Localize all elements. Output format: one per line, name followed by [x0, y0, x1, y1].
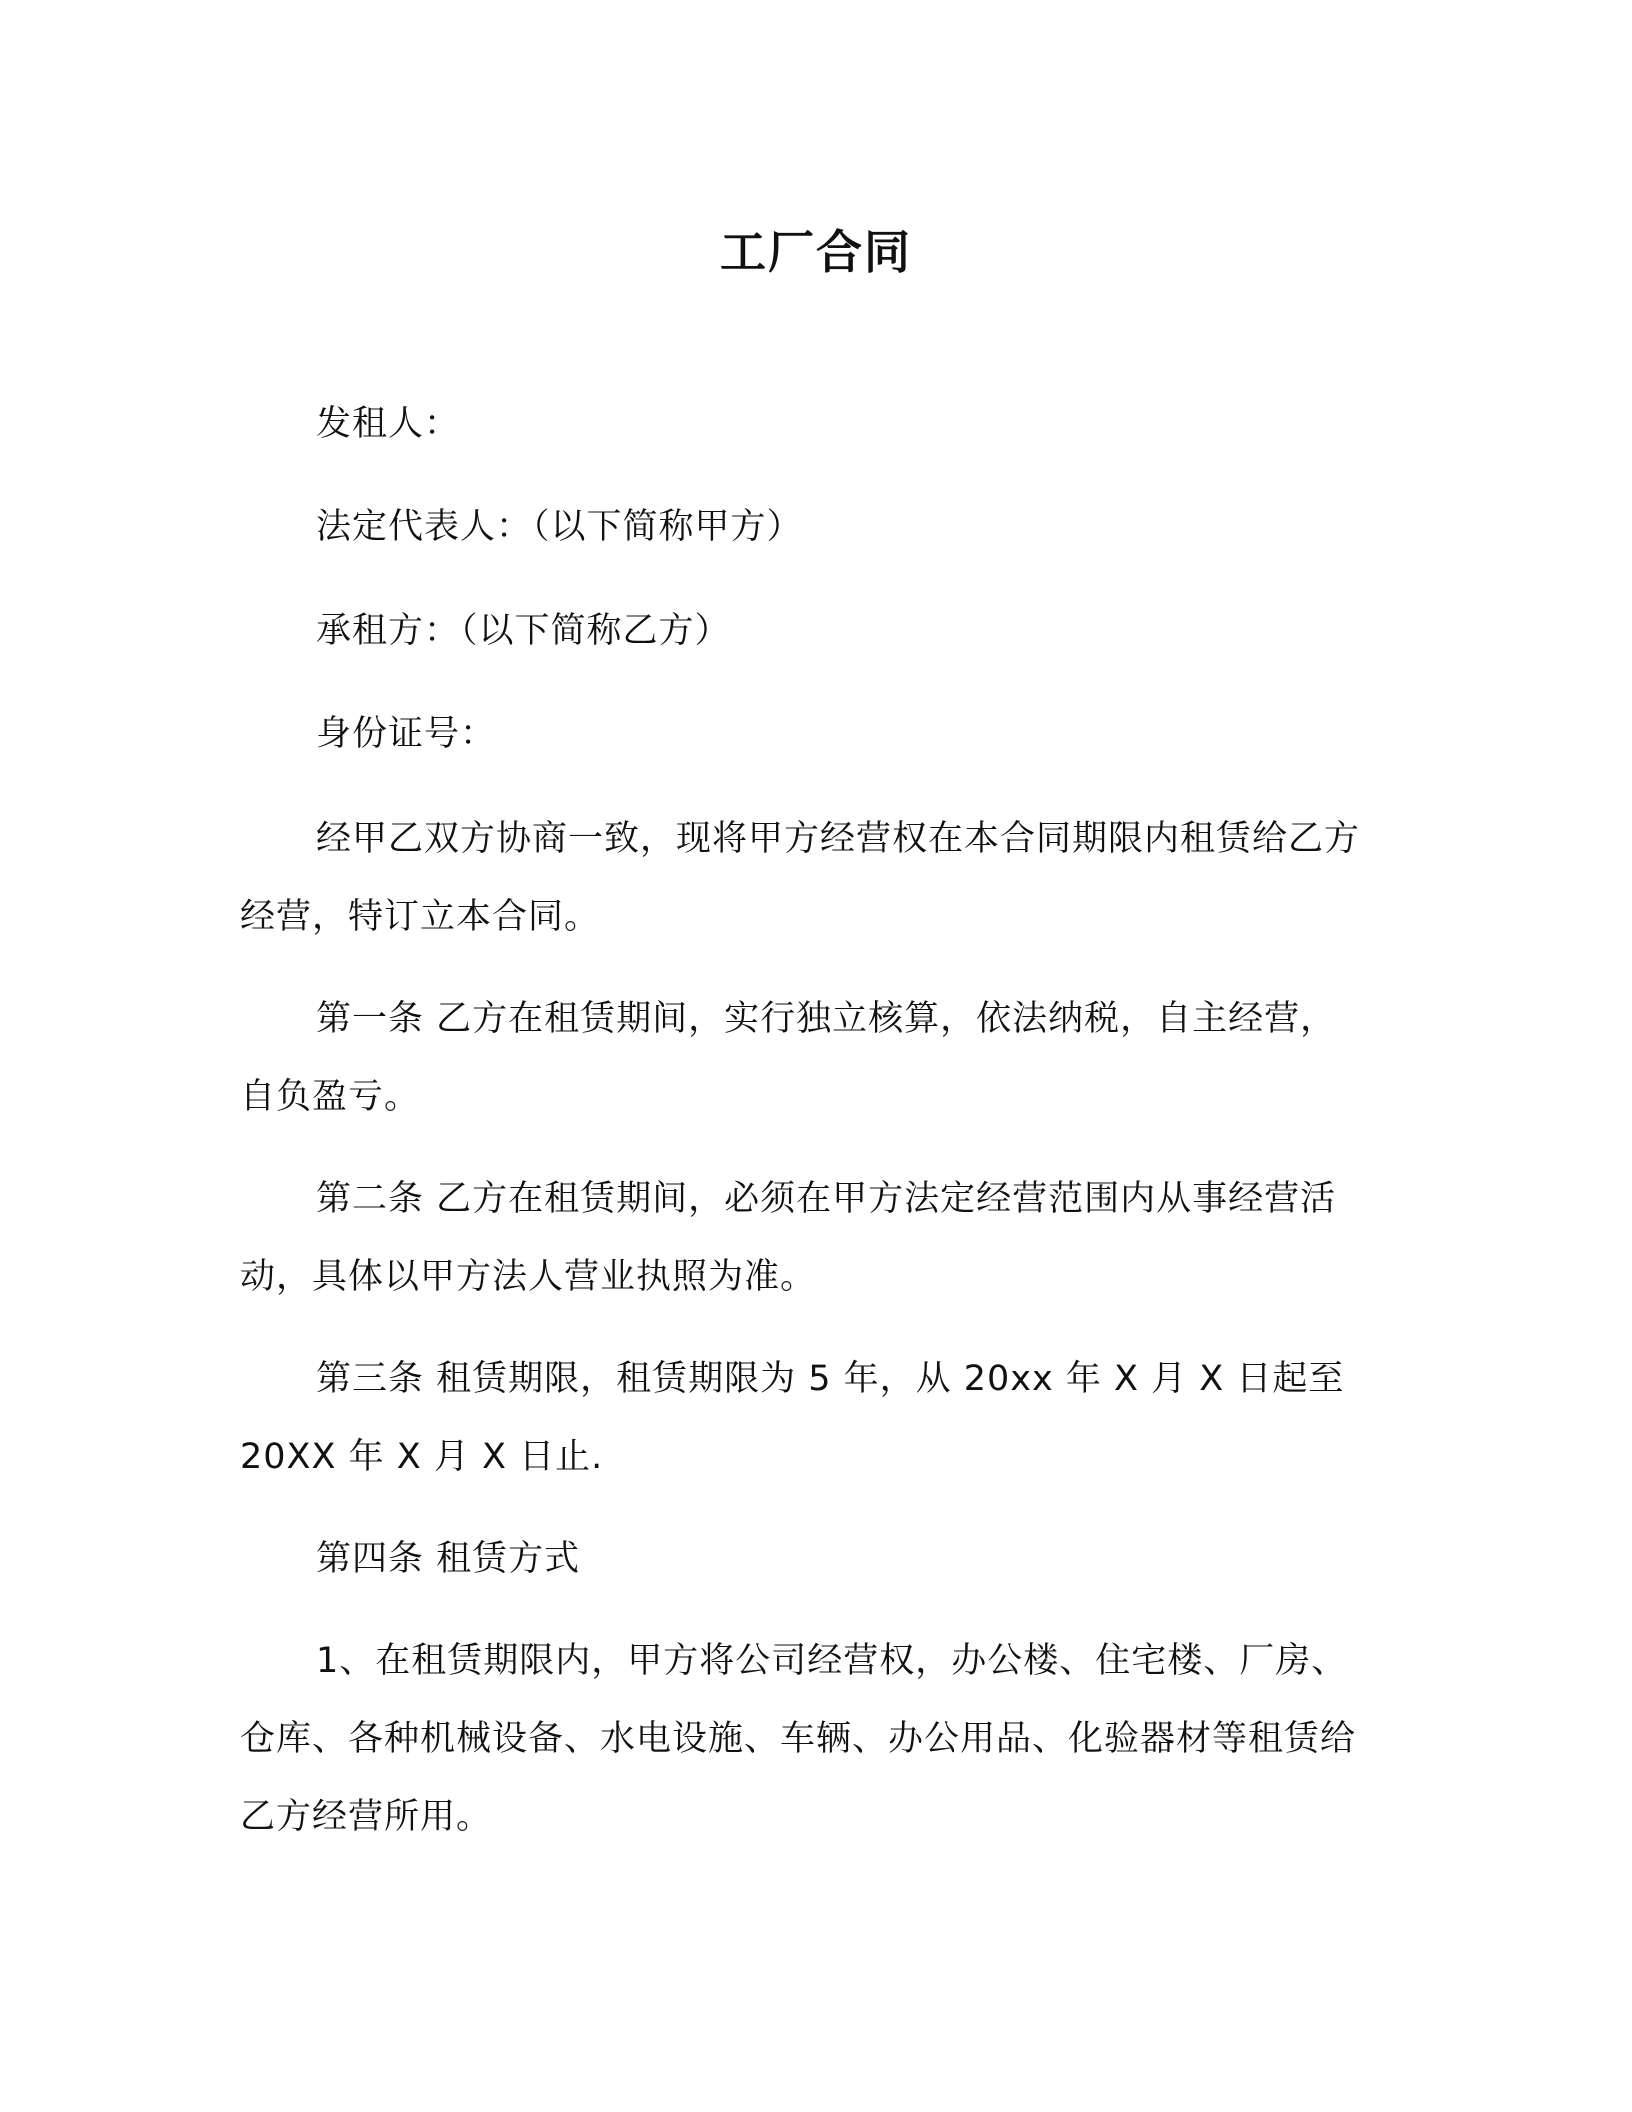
preamble-paragraph: 经甲乙双方协商一致，现将甲方经营权在本合同期限内租赁给乙方经营，特订立本合同。 — [240, 819, 1361, 937]
article-4-item-1: 1、在租赁期限内，甲方将公司经营权，办公楼、住宅楼、厂房、仓库、各种机械设备、水电设施、车辆、办公用品、化验器材等租赁给乙方经营所用。 — [240, 1641, 1357, 1837]
lessor-line: 发租人： — [316, 404, 461, 444]
lessee-line: 承租方：（以下简称乙方） — [316, 611, 731, 651]
document-title: 工厂合同 — [720, 225, 912, 279]
article-3: 第三条 租赁期限，租赁期限为 5 年，从 20xx 年 X 月 X 日起至 20XX 年 X 月 X 日止. — [240, 1359, 1345, 1477]
article-1: 第一条 乙方在租赁期间，实行独立核算，依法纳税，自主经营，自负盈亏。 — [240, 999, 1337, 1117]
id-number-line: 身份证号： — [316, 714, 497, 754]
article-4-heading: 第四条 租赁方式 — [316, 1539, 581, 1579]
legal-representative-line: 法定代表人：（以下简称甲方） — [316, 507, 803, 547]
article-2: 第二条 乙方在租赁期间，必须在甲方法定经营范围内从事经营活动，具体以甲方法人营业执照为准。 — [240, 1179, 1337, 1297]
